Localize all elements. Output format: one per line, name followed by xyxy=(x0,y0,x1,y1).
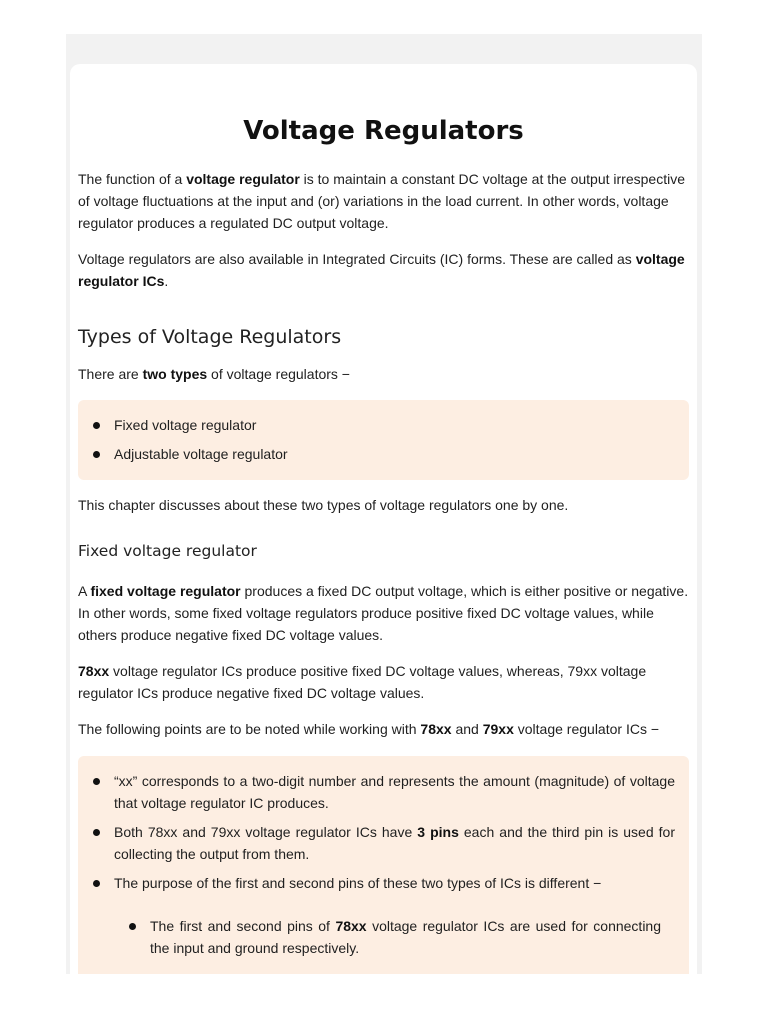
sub-points-list xyxy=(78,894,689,959)
list-item xyxy=(78,770,675,814)
types-intro xyxy=(78,363,689,385)
fixed-3-text-c: voltage regulator ICs − xyxy=(513,721,660,737)
list-item xyxy=(78,414,689,436)
sub-point-1-text-a: The first and second pins of xyxy=(150,918,336,934)
fixed-3-bold-1: 78xx xyxy=(420,721,452,737)
types-list-box xyxy=(78,400,689,480)
fixed-paragraph-1 xyxy=(78,580,689,646)
fixed-3-text-a: The following points are to be noted while working with xyxy=(78,721,421,737)
fixed-heading: Fixed voltage regulator xyxy=(78,542,257,560)
types-intro-bold: two types xyxy=(142,366,208,382)
sub-point-1-bold: 78xx xyxy=(335,918,367,934)
point-3-text: The purpose of the first and second pins of these two types of ICs is different − xyxy=(114,875,602,891)
bullet-icon xyxy=(93,778,100,785)
page-title: Voltage Regulators xyxy=(243,116,524,146)
intro-2-text-a: Voltage regulators are also available in Integrated Circuits (IC) forms. These are called as xyxy=(78,251,636,267)
article-card xyxy=(70,64,697,974)
fixed-2-bold: 78xx xyxy=(78,663,110,679)
intro-1-text-c: is to maintain a constant DC voltage at the output irrespective of voltage fluctuations at the input and (or) variations in the load current. In other words, voltage regulator produces a regulated DC output voltage. xyxy=(78,171,685,231)
bullet-icon xyxy=(93,451,100,458)
sub-point-1-text-c: voltage regulator ICs are used for connecting the input and ground respectively. xyxy=(150,918,662,956)
intro-paragraph-1 xyxy=(78,168,689,234)
fixed-paragraph-3 xyxy=(78,718,689,740)
list-item xyxy=(78,872,675,894)
page-background xyxy=(66,34,702,974)
bullet-icon xyxy=(129,923,136,930)
points-box xyxy=(78,756,689,974)
intro-2-bold: voltage regulator ICs xyxy=(78,251,685,289)
fixed-3-text-m: and xyxy=(451,721,483,737)
intro-1-bold: voltage regulator xyxy=(186,171,300,187)
list-item-label: Adjustable voltage regulator xyxy=(114,446,288,462)
fixed-1-text-c: produces a fixed DC output voltage, which is either positive or negative. In other words, some fixed voltage regulators produce positive fixed DC voltage values, while others produce negative fixed DC voltage values. xyxy=(78,583,689,643)
intro-2-text-c: . xyxy=(164,273,169,289)
types-heading: Types of Voltage Regulators xyxy=(78,326,342,348)
point-2-bold: 3 pins xyxy=(417,824,459,840)
types-intro-a: There are xyxy=(78,366,143,382)
bullet-icon xyxy=(93,422,100,429)
fixed-1-bold: fixed voltage regulator xyxy=(90,583,241,599)
list-item xyxy=(78,821,675,865)
point-2-text-a: Both 78xx and 79xx voltage regulator ICs have xyxy=(114,824,418,840)
points-list xyxy=(78,756,689,894)
point-1-text: “xx” corresponds to a two-digit number and represents the amount (magnitude) of voltage that voltage regulator IC produces. xyxy=(114,773,675,811)
list-item-label: Fixed voltage regulator xyxy=(114,417,257,433)
list-item xyxy=(114,915,661,959)
intro-paragraph-2 xyxy=(78,248,689,292)
bullet-icon xyxy=(93,829,100,836)
list-item xyxy=(78,443,689,465)
fixed-paragraph-2 xyxy=(78,660,689,704)
bullet-icon xyxy=(93,880,100,887)
types-intro-c: of voltage regulators − xyxy=(207,366,350,382)
fixed-3-bold-2: 79xx xyxy=(482,721,514,737)
fixed-2-text-c: voltage regulator ICs produce positive fixed DC voltage values, whereas, 79xx voltage regulator ICs produce negative fixed DC voltage values. xyxy=(78,663,647,701)
types-list xyxy=(78,400,689,465)
point-2-text-c: each and the third pin is used for collecting the output from them. xyxy=(114,824,675,862)
chapter-note: This chapter discusses about these two types of voltage regulators one by one. xyxy=(78,497,569,513)
intro-1-text-a: The function of a xyxy=(78,171,187,187)
fixed-1-text-a: A xyxy=(78,583,91,599)
